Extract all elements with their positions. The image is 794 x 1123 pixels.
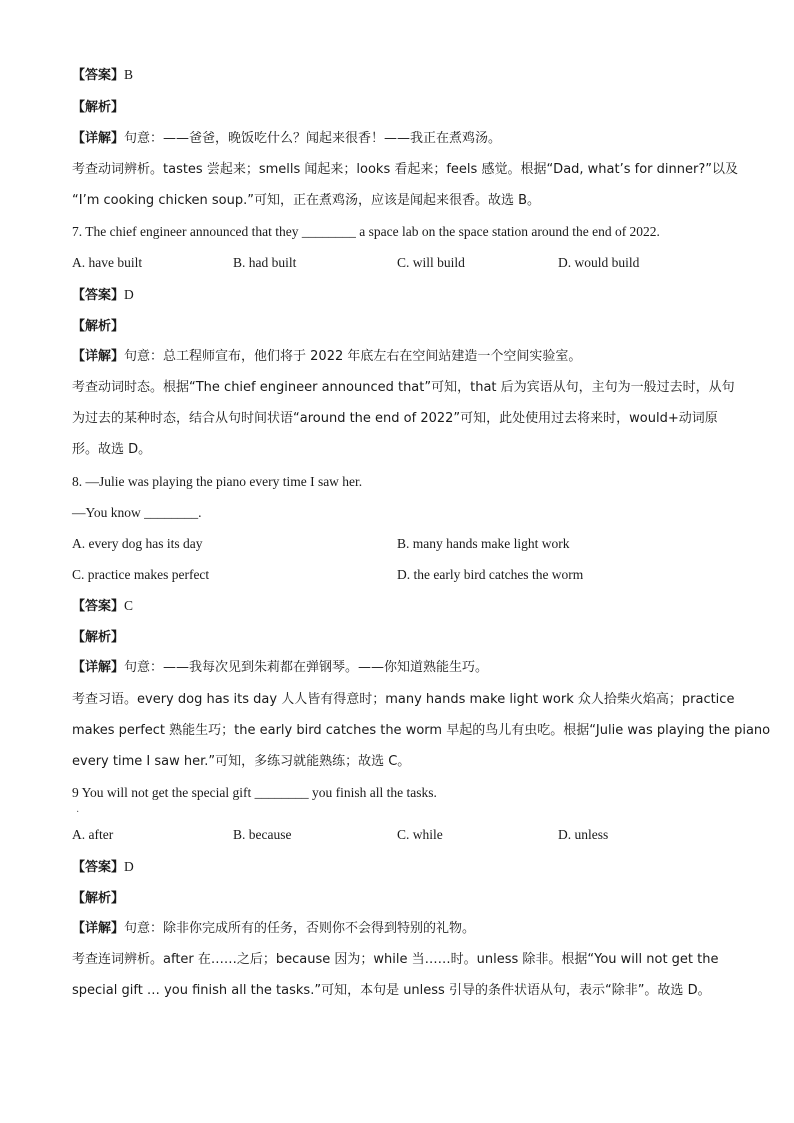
answer-value: D: [124, 287, 134, 302]
option-c: C. will build: [397, 255, 465, 270]
option-d: D. unless: [558, 827, 609, 842]
question-text: 8. —Julie was playing the piano every time I saw her.: [72, 474, 363, 489]
answer-value: B: [124, 67, 134, 82]
explanation-line: “I’m cooking chicken soup.”可知，正在煮鸡汤，应该是闻起来很香。故选 B。: [72, 193, 541, 208]
option-d: D. would build: [558, 255, 640, 270]
answer-tag: 【答案】: [72, 860, 125, 875]
answer-tag: 【答案】: [72, 68, 125, 83]
explanation-line: makes perfect 熟能生巧；the early bird catches the worm 早起的鸟儿有虫吃。根据“Julie was playing the piano: [72, 723, 771, 738]
question-text: 7. The chief engineer announced that they ________ a space lab on the space station around the end of 2022.: [72, 224, 660, 239]
explanation-line: 考查动词时态。根据“The chief engineer announced that”可知，that 后为宾语从句，主句为一般过去时，从句: [72, 380, 735, 395]
detail-line: 【详解】句意：除非你完成所有的任务，否则你不会得到特别的礼物。: [72, 921, 476, 936]
analysis-tag: 【解析】: [72, 891, 125, 906]
option-b: B. had built: [233, 255, 297, 270]
option-c: C. practice makes perfect: [72, 567, 210, 582]
question-text: 9 You will not get the special gift ________ you finish all the tasks.: [72, 785, 437, 800]
option-c: C. while: [397, 827, 443, 842]
explanation-line: 形。故选 D。: [72, 442, 152, 457]
answer-line: [72, 66, 732, 85]
option-a: A. every dog has its day: [72, 536, 203, 551]
answer-value: C: [124, 598, 134, 613]
explanation-line: 考查动词辨析。tastes 尝起来；smells 闻起来；looks 看起来；feels 感觉。根据“Dad, what’s for dinner?”以及: [72, 162, 738, 177]
answer-tag: 【答案】: [72, 288, 125, 303]
option-b: B. many hands make light work: [397, 536, 570, 551]
analysis-tag: 【解析】: [72, 319, 125, 334]
detail-line: 【详解】句意：——爸爸，晚饭吃什么？闻起来很香！——我正在煮鸡汤。: [72, 131, 502, 146]
stray-dot: ·: [76, 807, 80, 818]
answer-value: D: [124, 859, 134, 874]
option-a: A. after: [72, 827, 114, 842]
detail-line: 【详解】句意：——我每次见到朱莉都在弹钢琴。——你知道熟能生巧。: [72, 660, 489, 675]
detail-tag: 【详解】: [72, 921, 125, 936]
option-d: D. the early bird catches the worm: [397, 567, 584, 582]
option-a: A. have built: [72, 255, 143, 270]
answer-line: [72, 597, 732, 616]
explanation-line: 考查连词辨析。after 在……之后；because 因为；while 当……时。unless 除非。根据“You will not get the: [72, 952, 719, 967]
answer-tag: 【答案】: [72, 599, 125, 614]
detail-tag: 【详解】: [72, 660, 125, 675]
question-reply: —You know ________.: [72, 505, 202, 520]
detail-tag: 【详解】: [72, 131, 125, 146]
detail-line: 【详解】句意：总工程师宣布，他们将于 2022 年底左右在空间站建造一个空间实验室。: [72, 349, 582, 364]
analysis-tag: 【解析】: [72, 100, 125, 115]
explanation-line: 为过去的某种时态，结合从句时间状语“around the end of 2022”可知，此处使用过去将来时，would+动词原: [72, 411, 718, 426]
option-b: B. because: [233, 827, 292, 842]
explanation-line: special gift … you finish all the tasks.”可知，本句是 unless 引导的条件状语从句，表示“除非”。故选 D。: [72, 983, 711, 998]
explanation-line: 考查习语。every dog has its day 人人皆有得意时；many hands make light work 众人拾柴火焰高；practice: [72, 692, 735, 707]
answer-line: [72, 858, 732, 877]
explanation-line: every time I saw her.”可知，多练习就能熟练；故选 C。: [72, 754, 411, 769]
analysis-tag: 【解析】: [72, 630, 125, 645]
detail-tag: 【详解】: [72, 349, 125, 364]
answer-line: [72, 286, 732, 305]
